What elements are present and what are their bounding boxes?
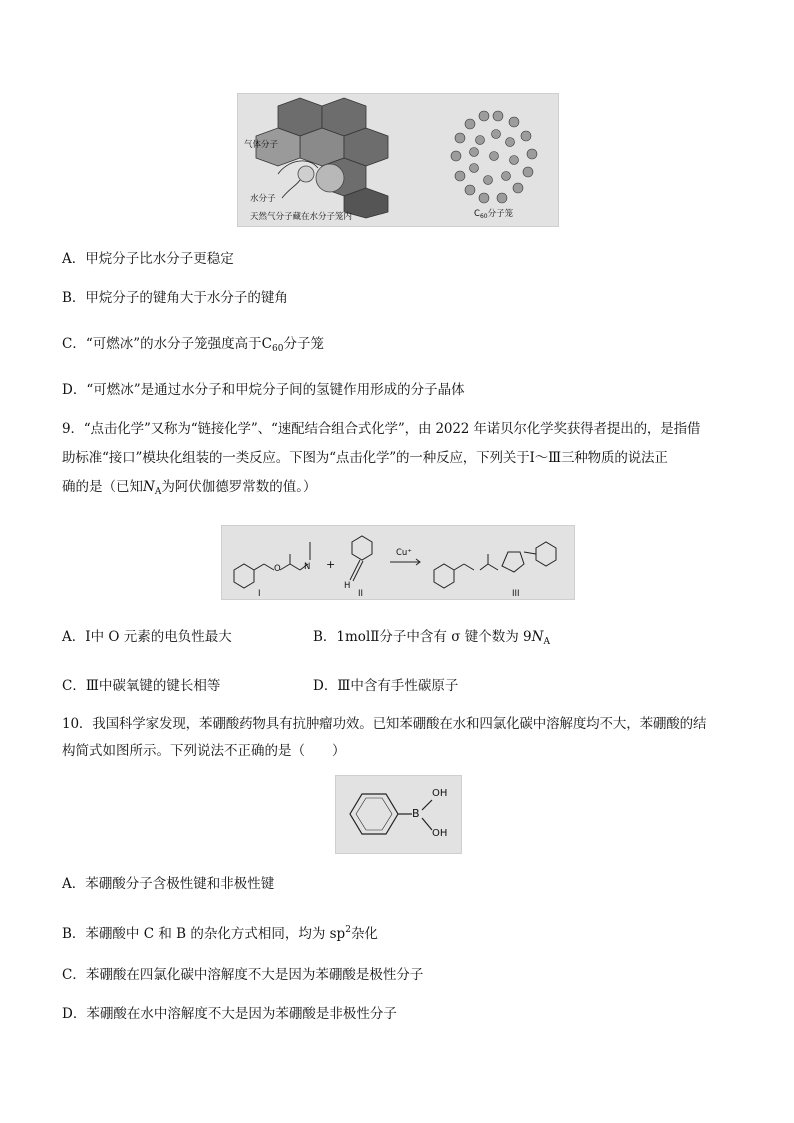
clathrate-c60-figure	[237, 93, 559, 227]
q9-option-d: D．Ⅲ中含有手性碳原子	[313, 678, 459, 694]
q10-stem-line1: 10．我国科学家发现，苯硼酸药物具有抗肿瘤功效。已知苯硼酸在水和四氯化碳中溶解度均不大，苯硼酸的结	[62, 716, 707, 732]
q9-stem-line1: 9．“点击化学”又称为“链接化学”、“速配结合组合式化学”，由 2022 年诺贝尔化学奖获得者提出的，是指借	[62, 421, 701, 437]
compound-ii-label: II	[358, 589, 364, 599]
q9-option-b: B．1molⅡ分子中含有 σ 键个数为 $9N_A$	[313, 629, 550, 647]
q10-option-a: A．苯硼酸分子含极性键和非极性键	[62, 876, 275, 892]
q9-option-c: C．Ⅲ中碳氧键的键长相等	[62, 678, 221, 694]
compound-i-label: I	[258, 589, 261, 599]
q9-option-a: A．Ⅰ中 O 元素的电负性最大	[62, 629, 232, 645]
gas-molecule-label: 气体分子	[244, 140, 279, 150]
clathrate-caption: 天然气分子藏在水分子笼内	[250, 212, 353, 222]
atom-h: H	[344, 581, 351, 591]
q9-stem-line2: 助标准“接口”模块化组装的一类反应。下图为“点击化学”的一种反应，下列关于Ⅰ～Ⅲ三种物质的说法正	[62, 450, 668, 466]
q8-option-d: D．“可燃冰”是通过水分子和甲烷分子间的氢键作用形成的分子晶体	[62, 382, 465, 398]
atom-n: N	[304, 562, 311, 572]
q10-option-d: D．苯硼酸在水中溶解度不大是因为苯硼酸是非极性分子	[62, 1006, 397, 1022]
q9-stem-line3: 确的是（已知$N_A$为阿伏伽德罗常数的值。）	[62, 479, 317, 497]
q10-option-c: C．苯硼酸在四氯化碳中溶解度不大是因为苯硼酸是极性分子	[62, 967, 424, 983]
phenylboronic-acid-figure	[335, 775, 462, 854]
q8-option-b: B．甲烷分子的键角大于水分子的键角	[62, 290, 288, 306]
hydroxyl-top: OH	[432, 788, 448, 799]
q10-stem-line2: 构简式如图所示。下列说法不正确的是（ ）	[62, 743, 346, 759]
click-reaction-figure	[221, 525, 575, 600]
q8-option-c: C．“可燃冰”的水分子笼强度高于$C_{60}$分子笼	[62, 336, 324, 354]
compound-iii-label: III	[512, 589, 520, 599]
q10-option-b: B．苯硼酸中 C 和 B 的杂化方式相同，均为 $sp^2$杂化	[62, 925, 378, 942]
plus-sign: +	[326, 558, 336, 571]
reaction-scheme	[222, 526, 574, 599]
water-molecule-label: 水分子	[250, 194, 276, 204]
q8-option-a: A．甲烷分子比水分子更稳定	[62, 251, 234, 267]
hydroxyl-bottom: OH	[432, 828, 448, 839]
catalyst-label: Cu⁺	[396, 548, 412, 558]
atom-o: O	[274, 564, 281, 574]
atom-b: B	[412, 807, 420, 820]
c60-caption: $C_{60}$分子笼	[474, 209, 514, 220]
